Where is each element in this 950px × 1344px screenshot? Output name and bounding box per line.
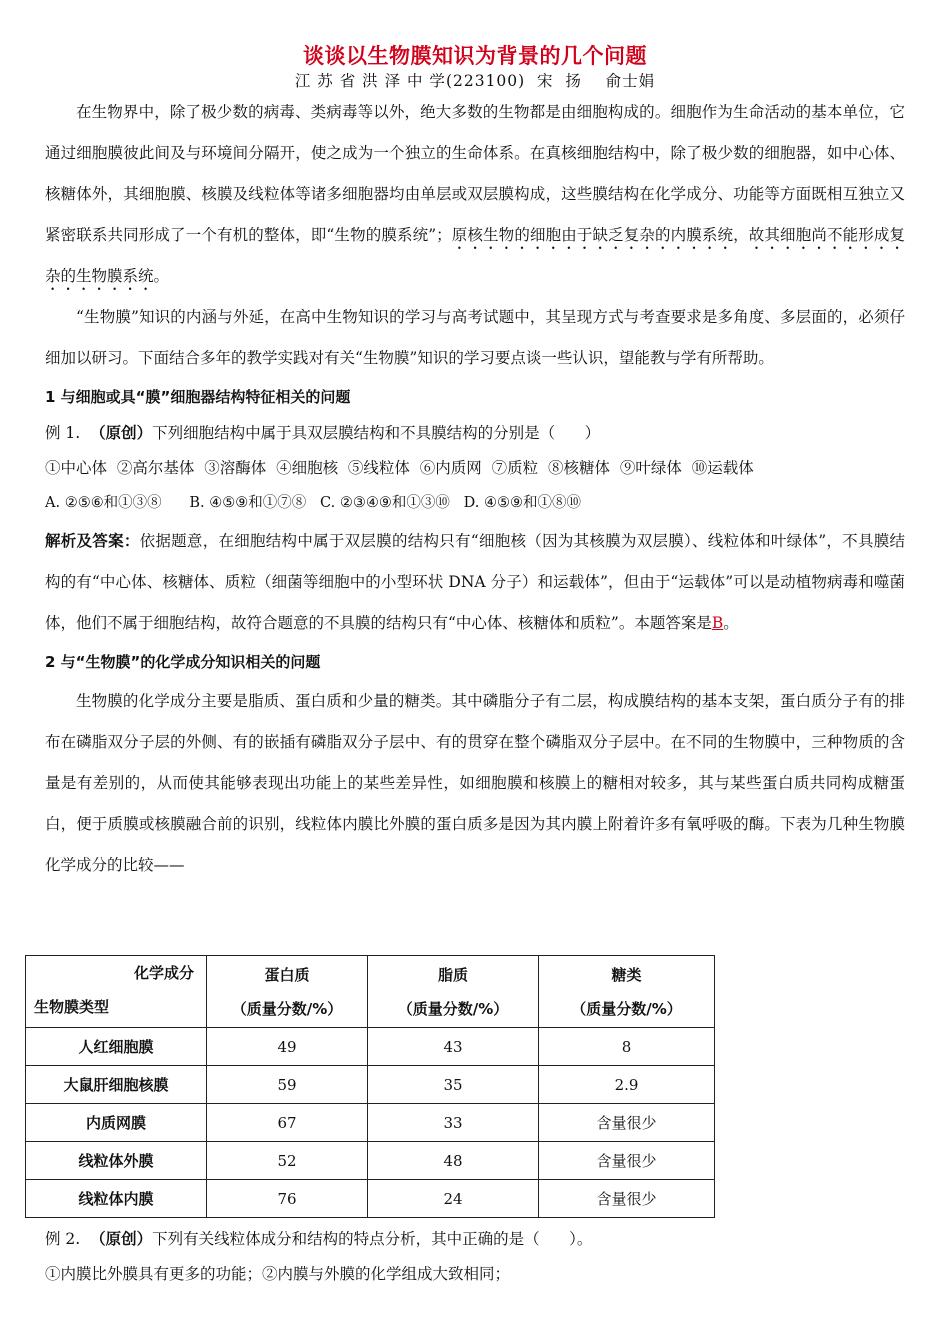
table-cell: 67 — [207, 1104, 368, 1142]
table-header-row — [26, 956, 715, 1028]
author-byline: 江 苏 省 洪 泽 中 学(223100) 宋 扬 俞士娟 — [294, 72, 656, 90]
table-row — [26, 1104, 715, 1142]
table-cell: 8 — [539, 1028, 715, 1066]
section-2-paragraph: 生物膜的化学成分主要是脂质、蛋白质和少量的糖类。其中磷脂分子有二层，构成膜结构的基本支架，蛋白质分子有的排布在磷脂双分子层的外侧、有的嵌插有磷脂双分子层中、有的贯穿在整个磷脂双分子层中。在不同的生物膜中，三种物质的含量是有差别的，从而使其能够表现出功能上的某些差异性，如细胞膜和核膜上的糖相对较多，其与某些蛋白质共同构成糖蛋白，便于质膜或核膜融合前的识别，线粒体内膜比外膜的蛋白质多是因为其内膜上附着许多有氧呼吸的酶。下表为几种生物膜化学成分的比较—— — [45, 692, 905, 874]
intro-paragraph-1: 在生物界中，除了极少数的病毒、类病毒等以外，绝大多数的生物都是由细胞构成的。细胞作为生命活动的基本单位，它通过细胞膜彼此间及与环境间分隔开，使之成为一个独立的生命体系。在真核细胞结构中，除了极少数的细胞器，如中心体、核糖体外，其细胞膜、核膜及线粒体等诸多细胞器均由单层或双层膜构成，这些膜结构在化学成分、功能等方面既相互独立又紧密联系共同形成了一个有机的整体，即“生物的膜系统”；原核生物的细胞由于缺乏复杂的内膜系统，故其细胞尚不能形成复杂的生物膜系统。 — [45, 103, 905, 285]
document-body — [45, 92, 905, 886]
table-cell: 2.9 — [539, 1066, 715, 1104]
table-row — [26, 1142, 715, 1180]
table-cell: 含量很少 — [539, 1104, 715, 1142]
example-2-statements: ①内膜比外膜具有更多的功能；②内膜与外膜的化学组成大致相同； — [45, 1265, 511, 1283]
table-row — [26, 1180, 715, 1218]
example-1-question: 例 1. （原创）下列细胞结构中属于具双层膜结构和不具膜结构的分别是（ ） — [45, 424, 601, 442]
row-label: 大鼠肝细胞核膜 — [26, 1066, 207, 1104]
answer-label: 解析及答案： — [45, 532, 140, 550]
example-1-items: ①中心体 ②高尔基体 ③溶酶体 ④细胞核 ⑤线粒体 ⑥内质网 ⑦质粒 ⑧核糖体 ⑨叶绿体 ⑩运载体 — [45, 459, 754, 477]
table-cell: 59 — [207, 1066, 368, 1104]
table-cell: 49 — [207, 1028, 368, 1066]
table-cell: 35 — [368, 1066, 539, 1104]
table-cell: 24 — [368, 1180, 539, 1218]
example-2-question: 例 2. （原创）下列有关线粒体成分和结构的特点分析，其中正确的是（ ）。 — [45, 1230, 593, 1248]
table-cell: 48 — [368, 1142, 539, 1180]
example-1-tag: （原创） — [90, 424, 153, 442]
column-header-sugar: 糖类 （质量分数/%） — [539, 956, 715, 1028]
section-1-heading: 1 与细胞或具“膜”细胞器结构特征相关的问题 — [45, 388, 351, 406]
table-cell: 76 — [207, 1180, 368, 1218]
section-2-heading: 2 与“生物膜”的化学成分知识相关的问题 — [45, 653, 321, 671]
row-label: 线粒体内膜 — [26, 1180, 207, 1218]
example-1-answer: 解析及答案：依据题意，在细胞结构中属于双层膜的结构只有“细胞核（因为其核膜为双层膜）、线粒体和叶绿体”，不具膜结构的有“中心体、核糖体、质粒（细菌等细胞中的小型环状 DNA 分子）和运载体”，但由于“运载体”可以是动植物病毒和噬菌体，他们不属于细胞结构，故符合题意的不具膜的结构只有“中心体、核糖体和质粒”。本题答案是B。 — [45, 532, 905, 632]
example-1-options: A. ②⑤⑥和①③⑧ B. ④⑤⑨和①⑦⑧ C. ②③④⑨和①③⑩ D. ④⑤⑨和①⑧⑩ — [45, 495, 581, 511]
document-title: 谈谈以生物膜知识为背景的几个问题 — [303, 44, 647, 68]
emphasized-text: 原核生物的细胞由于缺乏复杂的内膜系统，故其细胞尚不能形成复杂的生物膜系统 — [45, 226, 905, 285]
table-cell: 43 — [368, 1028, 539, 1066]
row-label: 人红细胞膜 — [26, 1028, 207, 1066]
table-corner-cell: 化学成分 生物膜类型 — [26, 956, 207, 1028]
table-cell: 33 — [368, 1104, 539, 1142]
row-label: 内质网膜 — [26, 1104, 207, 1142]
intro-paragraph-2: “生物膜”知识的内涵与外延，在高中生物知识的学习与高考试题中，其呈现方式与考查要求是多角度、多层面的，必须仔细加以研习。下面结合多年的教学实践对有关“生物膜”知识的学习要点谈一些认识，望能教与学有所帮助。 — [45, 308, 905, 367]
column-header-lipid: 脂质 （质量分数/%） — [368, 956, 539, 1028]
table-cell: 含量很少 — [539, 1180, 715, 1218]
table-row — [26, 1028, 715, 1066]
answer-letter: B — [711, 614, 724, 632]
table-cell: 含量很少 — [539, 1142, 715, 1180]
membrane-composition-table — [25, 955, 715, 1218]
example-2-block — [45, 1222, 905, 1292]
column-header-protein: 蛋白质 （质量分数/%） — [207, 956, 368, 1028]
table-cell: 52 — [207, 1142, 368, 1180]
row-label: 线粒体外膜 — [26, 1142, 207, 1180]
example-2-tag: （原创） — [90, 1230, 153, 1248]
table-row — [26, 1066, 715, 1104]
